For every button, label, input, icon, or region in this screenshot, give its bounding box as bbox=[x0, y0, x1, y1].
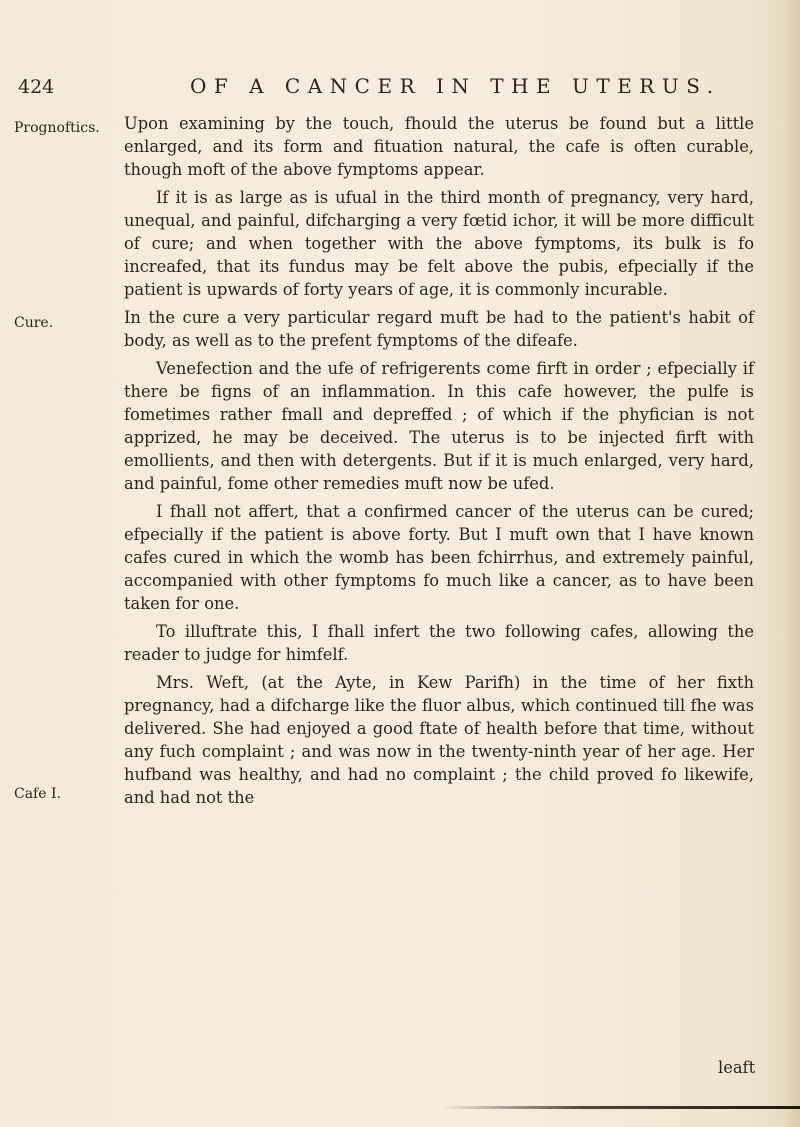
margin-note-cure: Cure. bbox=[14, 315, 54, 331]
paragraph-prognosis: Upon examining by the touch, fhould the uterus be found but a little enlarged, and its form and fituation natural, the cafe is often curable, though moft of the above fymptoms appear. bbox=[124, 114, 754, 179]
page-edge-shadow bbox=[782, 0, 800, 1127]
paragraph-cure-intro: In the cure a very particular regard muft be had to the patient's habit of body, as well as to the prefent fymptoms of the difeafe. bbox=[124, 308, 754, 350]
paragraph-incurable: If it is as large as is ufual in the third month of pregnancy, very hard, unequal, and painful, difcharging a very fœtid ichor, it will be more difficult of cure; and when together with the above fymptoms, its bulk is fo increafed, that its fundus may be felt above the pubis, efpecially if the patient is upwards of forty years of age, it is commonly incurable. bbox=[124, 188, 754, 299]
body-text bbox=[124, 112, 754, 814]
paragraph-illustrate: To illuftrate this, I fhall infert the two following cafes, allowing the reader to judge for himfelf. bbox=[124, 622, 754, 664]
page-number: 424 bbox=[18, 76, 55, 98]
paragraph-venesection: Venefection and the ufe of refrigerents come firft in order ; efpecially if there be figns of an inflammation. In this cafe however, the pulfe is fometimes rather fmall and depreffed ; of which if the phyfician is not apprized, he may be deceived. The uterus is to be injected firft with emollients, and then with detergents. But if it is much enlarged, very hard, and painful, fome other remedies muft now be ufed. bbox=[124, 359, 754, 493]
running-head: OF A CANCER IN THE UTERUS. bbox=[190, 74, 721, 98]
paragraph-case-one: Mrs. Weft, (at the Ayte, in Kew Parifh) in the time of her fixth pregnancy, had a difcharge like the fluor albus, which continued till fhe was delivered. She had enjoyed a good ftate of health before that time, without any fuch complaint ; and was now in the twenty-ninth year of her age. Her hufband was healthy, and had no complaint ; the child proved fo likewife, and had not the bbox=[124, 673, 754, 807]
paragraph-confirmed-cancer: I fhall not affert, that a confirmed cancer of the uterus can be cured; efpecially if the patient is above forty. But I muft own that I have known cafes cured in which the womb has been fchirrhus, and extremely painful, accompanied with other fymptoms fo much like a cancer, as to have been taken for one. bbox=[124, 502, 754, 613]
catchword: leaft bbox=[718, 1058, 756, 1077]
bottom-edge-rule bbox=[440, 1106, 800, 1109]
margin-note-prognostics: Prognoftics. bbox=[14, 120, 100, 136]
margin-note-case: Cafe I. bbox=[14, 786, 61, 802]
